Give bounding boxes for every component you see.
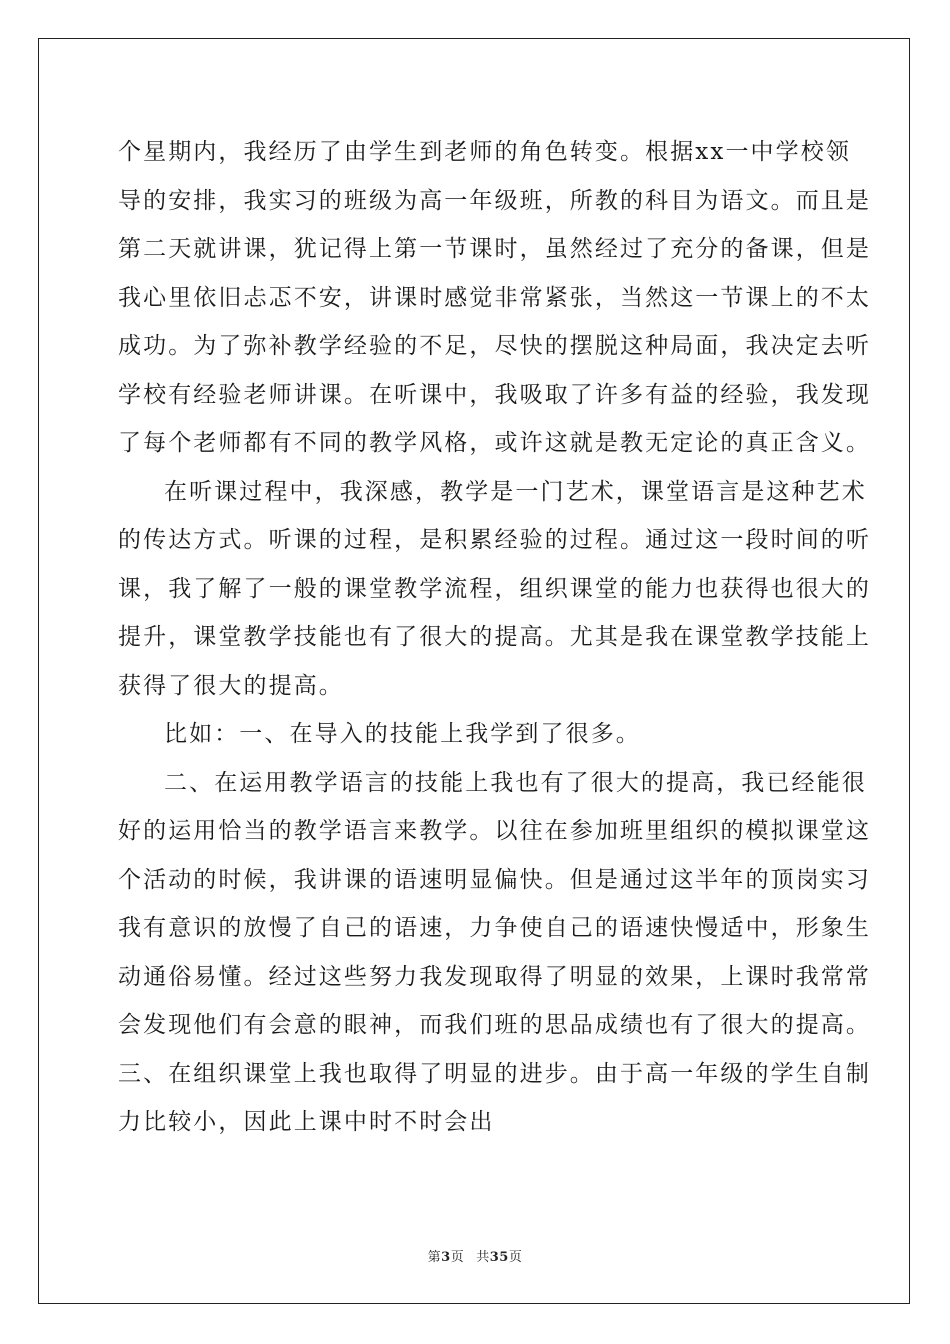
text-line: 力比较小，因此上课中时不时会出 (118, 1109, 495, 1135)
page-footer (0, 1246, 950, 1265)
document-body (118, 128, 871, 1147)
page-prefix: 第 (427, 1250, 442, 1265)
text-line: 动通俗易懂。经过这些努力我发现取得了明显的效果，上课时我常常 (118, 963, 871, 990)
total-suffix: 页 (508, 1250, 523, 1265)
total-prefix: 共 (476, 1250, 490, 1265)
page-suffix: 页 (450, 1250, 465, 1265)
total-pages: 35 (489, 1250, 509, 1265)
text-line: 个星期内，我经历了由学生到老师的角色转变。根据xx一中学校领 (118, 139, 851, 165)
text-line: 的传达方式。听课的过程，是积累经验的过程。通过这一段时间的听 (118, 527, 871, 553)
text-line: 提升，课堂教学技能也有了很大的提高。尤其是我在课堂教学技能上 (118, 624, 871, 650)
text-line: 我有意识的放慢了自己的语速，力争使自己的语速快慢适中，形象生 (118, 915, 871, 941)
text-line: 在听课过程中，我深感，教学是一门艺术，课堂语言是这种艺术 (164, 478, 867, 505)
text-line: 课，我了解了一般的课堂教学流程，组织课堂的能力也获得也很大的 (118, 575, 871, 602)
page-number: 3 (441, 1250, 451, 1265)
text-line: 我心里依旧忐忑不安，讲课时感觉非常紧张，当然这一节课上的不太 (118, 284, 871, 311)
text-line: 个活动的时候，我讲课的语速明显偏快。但是通过这半年的顶岗实习 (118, 866, 871, 893)
text-line: 获得了很大的提高。 (118, 672, 344, 699)
text-line: 学校有经验老师讲课。在听课中，我吸取了许多有益的经验，我发现 (118, 381, 871, 408)
text-line: 二、在运用教学语言的技能上我也有了很大的提高，我已经能很 (164, 769, 867, 796)
text-line: 第二天就讲课，犹记得上第一节课时，虽然经过了充分的备课，但是 (118, 236, 871, 262)
text-line: 比如：一、在导入的技能上我学到了很多。 (164, 721, 641, 747)
text-line: 导的安排，我实习的班级为高一年级班，所教的科目为语文。而且是 (118, 187, 871, 214)
text-line: 会发现他们有会意的眼神，而我们班的思品成绩也有了很大的提高。 (118, 1012, 871, 1038)
text-line: 三、在组织课堂上我也取得了明显的进步。由于高一年级的学生自制 (118, 1060, 871, 1087)
text-line: 了每个老师都有不同的教学风格，或许这就是教无定论的真正含义。 (118, 430, 871, 456)
text-line: 成功。为了弥补教学经验的不足，尽快的摆脱这种局面，我决定去听 (118, 333, 871, 359)
text-line: 好的运用恰当的教学语言来教学。以往在参加班里组织的模拟课堂这 (118, 818, 871, 844)
